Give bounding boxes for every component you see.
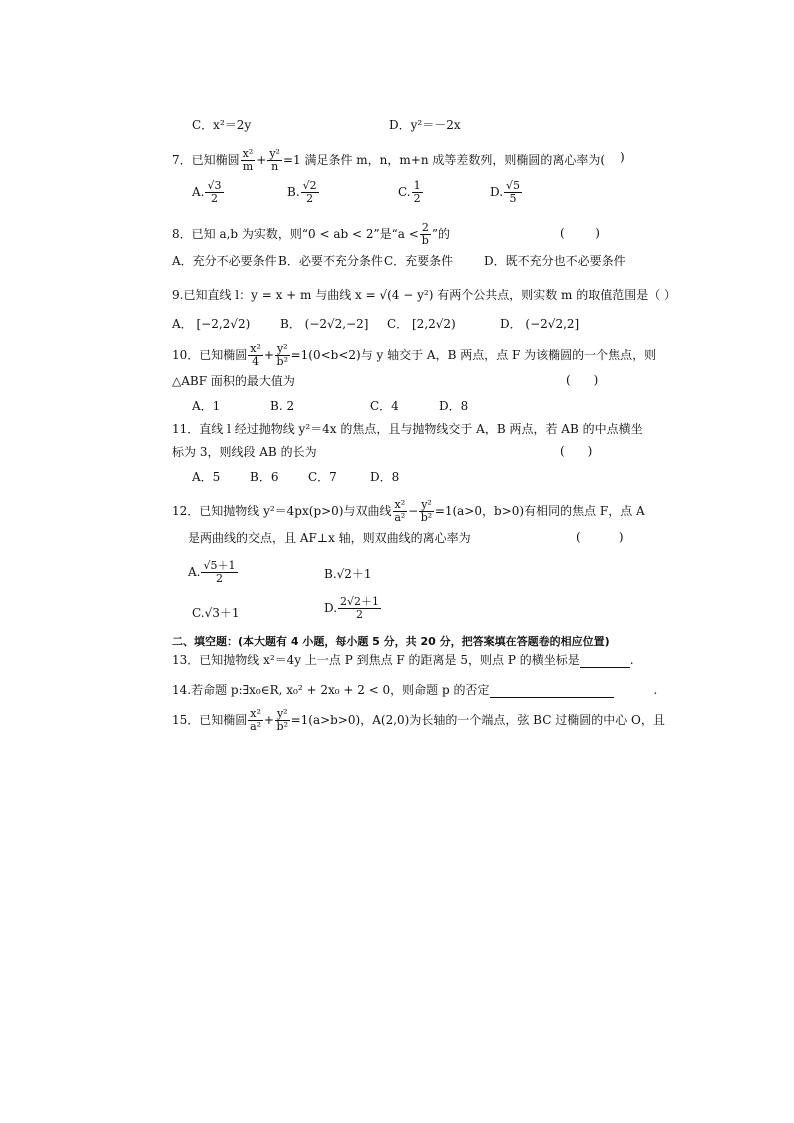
question-11-stem: 11．直线 l 经过抛物线 y²＝4x 的焦点，且与抛物线交于 A，B 两点，若 AB 的中点横坐	[172, 422, 643, 436]
q6-option-c: C．x²＝2y	[192, 118, 252, 132]
q11-option-a: A．5	[192, 470, 221, 484]
q12-answer-paren: ( )	[576, 530, 624, 544]
section-2-heading: 二、填空题：(本大题有 4 小题，每小题 5 分，共 20 分，把答案填在答题卷的相应位置)	[172, 635, 610, 648]
question-12-stem: 12．已知抛物线 y²＝4px(p>0)与双曲线 $\frac{\text{x²}}{\text{a²}}$ − $\frac{\text{y²}}{\text{b²}}$ =1(a>0，b>0)有相同的焦点 F，点 A	[172, 498, 645, 524]
q14-answer-blank[interactable]	[490, 685, 614, 698]
q12-option-b: B.√2＋1	[324, 567, 372, 581]
q13-answer-blank[interactable]	[580, 655, 630, 668]
question-11-stem-cont: 标为 3，则线段 AB 的长为	[172, 445, 317, 459]
q7-answer-paren-close: )	[620, 150, 625, 164]
q7-option-a: A. $\frac{√3}{2}$	[192, 179, 222, 205]
question-7-stem: 7．已知椭圆 $\frac{\text{x²}}{m}$ + $\frac{\text{y²}}{n}$ =1 满足条件 m，n，m+n 成等差数列，则椭圆的离心率为(	[172, 147, 606, 173]
q11-option-d: D．8	[370, 470, 400, 484]
question-10-stem: 10．已知椭圆 $\frac{\text{x²}}{4}$ + $\frac{\text{y²}}{\text{b²}}$ =1(0<b<2)与 y 轴交于 A，B 两点，点 F 为该椭圆的一个焦点，则	[172, 342, 657, 368]
question-10-stem-cont: △ABF 面积的最大值为	[172, 374, 295, 388]
q12-option-a: A. $\frac{√5+1}{2}$	[188, 559, 236, 585]
q10-option-c: C．4	[370, 399, 399, 413]
q8-option-c: C．充要条件	[384, 254, 454, 268]
question-8-stem: 8．已知 a,b 为实数，则“0 < ab < 2”是“a < $\frac{2}{b}$ ”的	[172, 221, 450, 247]
q9-option-c: C． [2,2√2)	[387, 317, 456, 331]
q10-answer-paren: ( )	[566, 373, 599, 387]
q8-option-d: D．既不充分也不必要条件	[484, 254, 626, 268]
q7-fraction-1: $\frac{\text{x²}}{m}$	[242, 147, 254, 173]
q7-option-c: C. $\frac{1}{2}$	[398, 179, 421, 205]
q10-option-a: A．1	[192, 399, 221, 413]
q12-option-c: C.√3＋1	[192, 606, 240, 620]
question-13-stem: 13．已知抛物线 x²＝4y 上一点 P 到焦点 F 的距离是 5，则点 P 的横坐标是 .	[172, 653, 634, 667]
q11-answer-paren: ( )	[560, 444, 593, 458]
q7-stem-end: =1 满足条件 m，n，m+n 成等差数列，则椭圆的离心率为(	[282, 153, 606, 167]
q7-option-d: D. $\frac{√5}{5}$	[490, 179, 521, 205]
question-12-stem-cont: 是两曲线的交点，且 AF⊥x 轴，则双曲线的离心率为	[188, 531, 471, 545]
q9-option-d: D． (−2√2,2]	[500, 317, 580, 331]
q7-stem-start: 7．已知椭圆	[172, 153, 240, 167]
q8-fraction: $\frac{2}{b}$	[421, 221, 429, 247]
q10-option-b: B. 2	[270, 399, 295, 413]
q11-option-c: C．7	[308, 470, 337, 484]
q9-option-a: A． [−2,2√2)	[172, 317, 251, 331]
q7-fraction-2: $\frac{\text{y²}}{n}$	[269, 147, 280, 173]
q12-option-d: D. $\frac{2√2+1}{2}$	[324, 595, 380, 621]
q8-option-b: B．必要不充分条件	[278, 254, 383, 268]
q9-option-b: B． (−2√2,−2]	[280, 317, 369, 331]
q8-option-a: A．充分不必要条件	[172, 254, 277, 268]
q6-option-d: D．y²＝－2x	[389, 118, 461, 132]
question-9-stem: 9.已知直线 l：y = x + m 与曲线 x = √(4 − y²) 有两个公共点，则实数 m 的取值范围是（ ）	[172, 288, 677, 302]
q8-answer-paren: ( )	[560, 226, 600, 240]
question-15-stem: 15．已知椭圆 $\frac{\text{x²}}{\text{a²}}$ + $\frac{\text{y²}}{\text{b²}}$ =1(a>b>0)，A(2,0)为长轴的一个端点，弦 BC 过椭圆的中心 O，且	[172, 707, 665, 733]
q7-option-b: B. $\frac{√2}{2}$	[287, 179, 317, 205]
question-14-stem: 14.若命题 p:∃x₀∈R, x₀² + 2x₀ + 2 < 0，则命题 p 的否定 .	[172, 683, 658, 697]
q11-option-b: B．6	[250, 470, 279, 484]
q10-option-d: D．8	[439, 399, 469, 413]
